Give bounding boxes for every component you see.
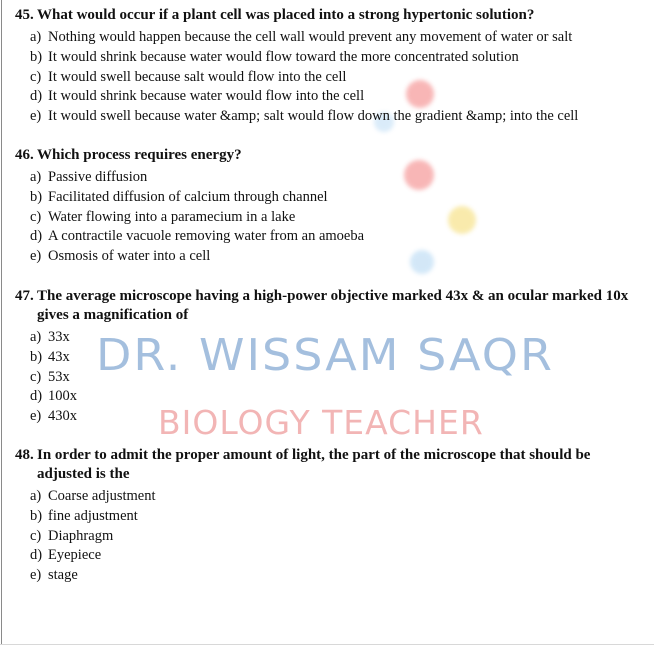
option-letter: b) xyxy=(30,348,43,365)
option-text: It would shrink because water would flow into the cell xyxy=(48,88,365,105)
option-b xyxy=(30,348,648,368)
option-letter: b) xyxy=(30,48,43,65)
option-c xyxy=(30,368,648,388)
option-e xyxy=(30,107,648,127)
option-letter: a) xyxy=(30,488,42,504)
option-list xyxy=(30,487,648,586)
option-a xyxy=(30,28,648,48)
option-d xyxy=(30,546,648,566)
watermark-subtitle: BIOLOGY TEACHER xyxy=(158,403,484,442)
option-text: 43x xyxy=(48,348,70,365)
option-letter: d) xyxy=(30,88,43,105)
option-text: 430x xyxy=(48,408,77,425)
question-47 xyxy=(15,287,648,427)
option-letter: e) xyxy=(30,108,42,125)
option-text: It would swell because salt would flow into the cell xyxy=(48,68,347,85)
option-c xyxy=(30,68,648,88)
option-text: 100x xyxy=(48,388,77,405)
option-e xyxy=(30,407,648,427)
option-letter: b) xyxy=(30,188,43,205)
option-text: fine adjustment xyxy=(48,507,138,524)
option-list xyxy=(30,28,648,127)
option-text: It would swell because water &amp; salt would flow down the gradient &amp; into the cell xyxy=(48,108,579,125)
option-text: Water flowing into a paramecium in a lake xyxy=(48,208,296,225)
option-list xyxy=(30,168,648,267)
option-e xyxy=(30,566,648,586)
option-letter: c) xyxy=(30,208,42,225)
question-stem xyxy=(15,446,648,484)
option-letter: e) xyxy=(30,408,42,425)
option-text: Coarse adjustment xyxy=(48,488,156,504)
question-number: 47. xyxy=(15,288,34,304)
watermark-name: DR. WISSAM SAQR xyxy=(96,329,554,381)
option-a xyxy=(30,328,648,348)
option-text: A contractile vacuole removing water from an amoeba xyxy=(48,228,365,245)
option-text: Eyepiece xyxy=(48,547,102,564)
option-text: It would shrink because water would flow toward the more concentrated solution xyxy=(48,48,519,65)
option-letter: b) xyxy=(30,507,43,524)
option-c xyxy=(30,527,648,547)
question-46 xyxy=(15,146,648,267)
option-text: 53x xyxy=(48,368,70,385)
question-48 xyxy=(15,446,648,586)
option-text: Passive diffusion xyxy=(48,169,148,185)
option-b xyxy=(30,48,648,68)
option-text: 33x xyxy=(48,329,70,345)
option-letter: e) xyxy=(30,567,42,584)
option-letter: a) xyxy=(30,169,42,185)
option-b xyxy=(30,507,648,527)
option-list xyxy=(30,328,648,427)
option-letter: d) xyxy=(30,547,43,564)
option-d xyxy=(30,87,648,107)
option-text: Nothing would happen because the cell wall would prevent any movement of water or salt xyxy=(48,29,573,45)
question-text: Which process requires energy? xyxy=(37,147,242,163)
option-d xyxy=(30,387,648,407)
option-a xyxy=(30,487,648,507)
question-number: 45. xyxy=(15,7,34,23)
option-letter: c) xyxy=(30,68,42,85)
option-text: Osmosis of water into a cell xyxy=(48,248,211,265)
option-letter: d) xyxy=(30,228,43,245)
option-letter: e) xyxy=(30,248,42,265)
question-text: In order to admit the proper amount of light, the part of the microscope that should be adjusted is the xyxy=(37,447,591,482)
option-d xyxy=(30,227,648,247)
option-letter: a) xyxy=(30,329,42,345)
option-letter: d) xyxy=(30,388,43,405)
option-b xyxy=(30,188,648,208)
option-c xyxy=(30,208,648,228)
question-number: 48. xyxy=(15,447,34,463)
option-a xyxy=(30,168,648,188)
question-45 xyxy=(15,6,648,127)
option-letter: a) xyxy=(30,29,42,45)
question-text: What would occur if a plant cell was placed into a strong hypertonic solution? xyxy=(37,7,535,23)
question-stem xyxy=(15,6,648,25)
question-number: 46. xyxy=(15,147,34,163)
page-left-border xyxy=(1,0,2,645)
option-letter: c) xyxy=(30,368,42,385)
option-e xyxy=(30,247,648,267)
question-stem xyxy=(15,287,648,325)
option-text: stage xyxy=(48,567,78,584)
option-letter: c) xyxy=(30,527,42,544)
question-text: The average microscope having a high-power objective marked 43x & an ocular marked 10x gives a magnification of xyxy=(37,288,629,323)
option-text: Diaphragm xyxy=(48,527,114,544)
question-stem xyxy=(15,146,648,165)
option-text: Facilitated diffusion of calcium through channel xyxy=(48,188,328,205)
